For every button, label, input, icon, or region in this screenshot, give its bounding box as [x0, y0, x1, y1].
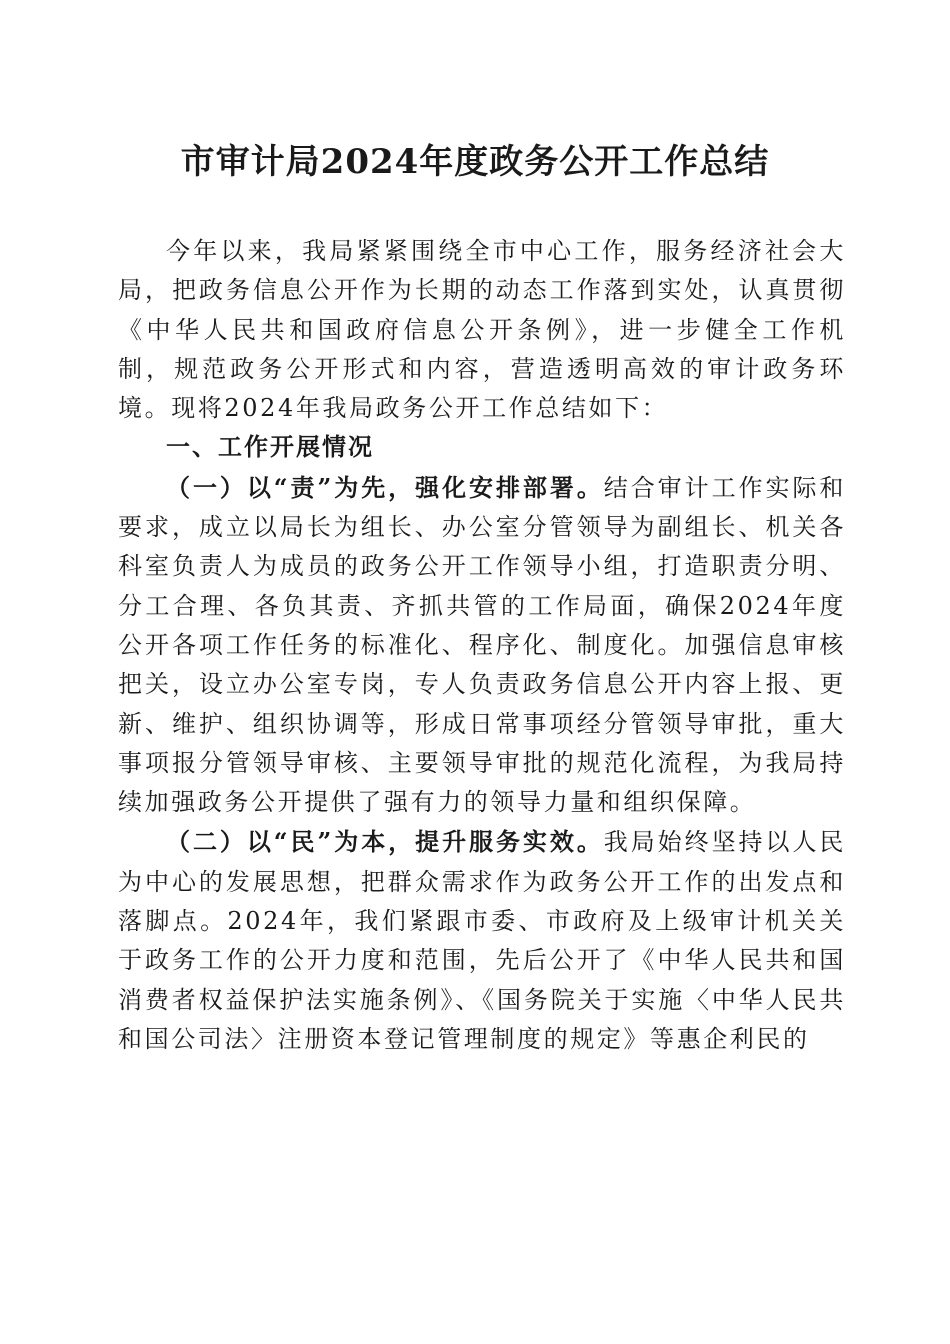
- paragraph-item-1: [118, 468, 846, 823]
- document-body: [118, 232, 846, 1059]
- document-title: 市审计局2024年度政务公开工作总结: [180, 142, 770, 182]
- item-1-lead: （一）以“责”为先，强化安排部署。: [166, 472, 604, 502]
- intro-paragraph: 今年以来，我局紧紧围绕全市中心工作，服务经济社会大局，把政务信息公开作为长期的动态工作落到实处，认真贯彻《中华人民共和国政府信息公开条例》，进一步健全工作机制，规范政务公开形式和内容，营造透明高效的审计政务环境。现将2024年我局政务公开工作总结如下：: [118, 237, 846, 423]
- paragraph-item-2: [118, 822, 846, 1059]
- item-1-text: 结合审计工作实际和要求，成立以局长为组长、办公室分管领导为副组长、机关各科室负责人为成员的政务公开工作领导小组，打造职责分明、分工合理、各负其责、齐抓共管的工作局面，确保2024年度公开各项工作任务的标准化、程序化、制度化。加强信息审核把关，设立办公室专岗，专人负责政务信息公开内容上报、更新、维护、组织协调等，形成日常事项经分管领导审批，重大事项报分管领导审核、主要领导审批的规范化流程，为我局持续加强政务公开提供了强有力的领导力量和组织保障。: [118, 473, 846, 817]
- item-2-text: 我局始终坚持以人民为中心的发展思想，把群众需求作为政务公开工作的出发点和落脚点。2024年，我们紧跟市委、市政府及上级审计机关关于政务工作的公开力度和范围，先后公开了《中华人民共和国消费者权益保护法实施条例》、《国务院关于实施〈中华人民共和国公司法〉注册资本登记管理制度的规定》等惠企利民的: [118, 828, 846, 1053]
- item-2-lead: （二）以“民”为本，提升服务实效。: [166, 827, 604, 857]
- section-heading-work-progress: 一、工作开展情况: [166, 433, 374, 462]
